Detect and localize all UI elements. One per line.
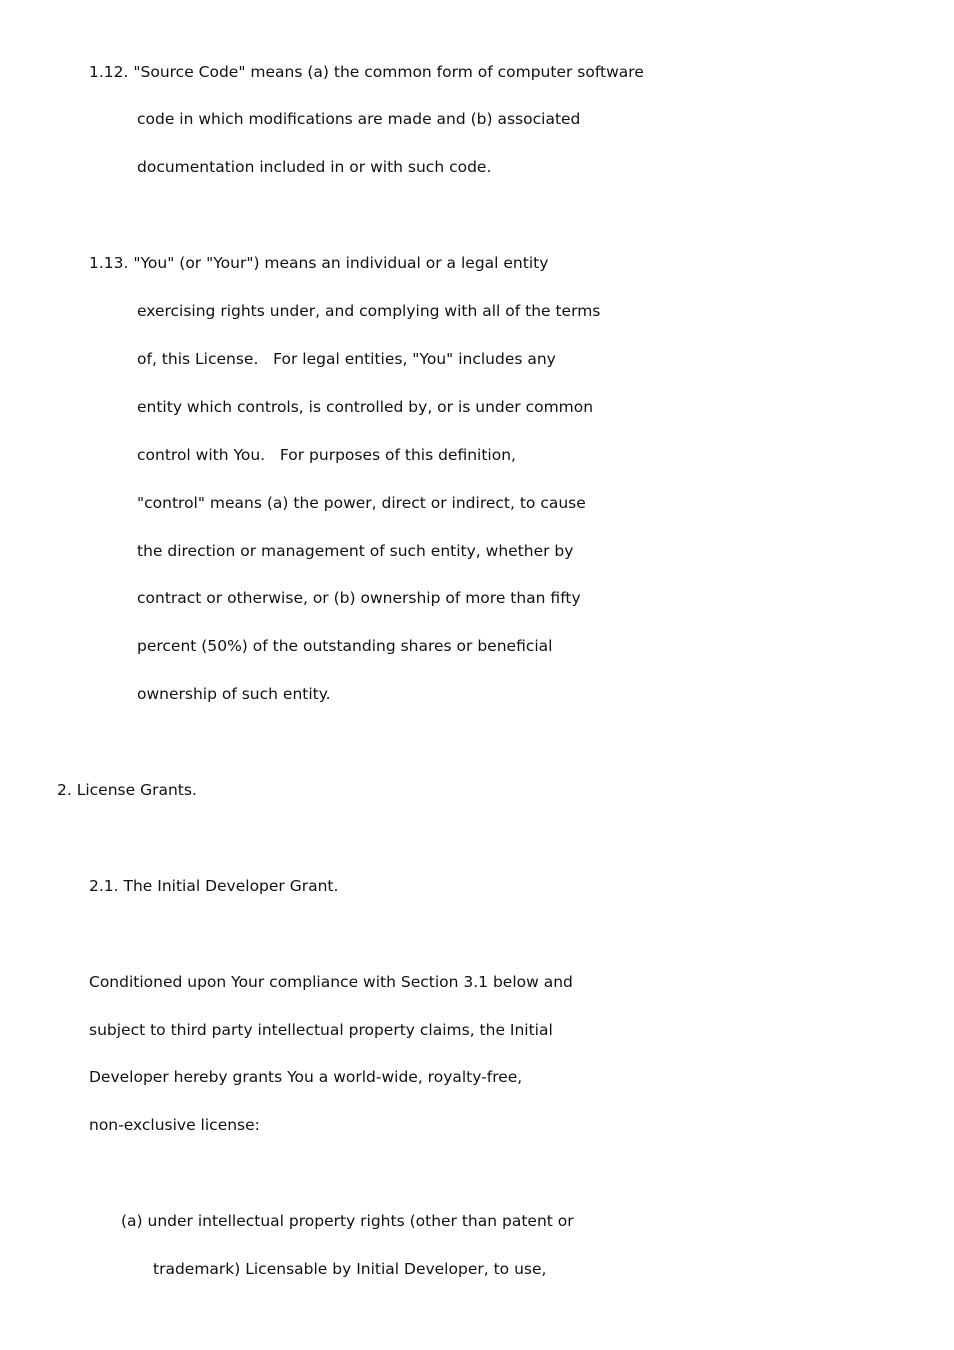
section-1-13-line-3: of, this License. For legal entities, "You" includes any	[137, 350, 556, 368]
section-1-13-line-8: contract or otherwise, or (b) ownership of more than fifty	[137, 589, 581, 607]
grant-paragraph-line-3: Developer hereby grants You a world-wide, royalty-free,	[89, 1068, 523, 1086]
section-1-13-line-2: exercising rights under, and complying with all of the terms	[137, 302, 601, 320]
grant-paragraph-line-4: non-exclusive license:	[89, 1116, 260, 1134]
section-1-13-line-7: the direction or management of such entity, whether by	[137, 542, 574, 560]
section-1-13-line-6: "control" means (a) the power, direct or indirect, to cause	[137, 494, 586, 512]
section-2-1-heading: 2.1. The Initial Developer Grant.	[89, 877, 339, 895]
clause-a-line-2: trademark) Licensable by Initial Developer, to use,	[153, 1260, 547, 1278]
section-1-12-line-1: 1.12. "Source Code" means (a) the common form of computer software	[89, 63, 644, 81]
grant-paragraph-line-1: Conditioned upon Your compliance with Section 3.1 below and	[89, 973, 573, 991]
section-1-12-line-3: documentation included in or with such code.	[137, 158, 492, 176]
section-1-13-line-1: 1.13. "You" (or "Your") means an individual or a legal entity	[89, 254, 549, 272]
section-1-13-line-10: ownership of such entity.	[137, 685, 331, 703]
section-1-12-line-2: code in which modifications are made and (b) associated	[137, 110, 581, 128]
section-1-13-line-5: control with You. For purposes of this definition,	[137, 446, 516, 464]
section-1-13-line-4: entity which controls, is controlled by, or is under common	[137, 398, 594, 416]
grant-paragraph-line-2: subject to third party intellectual property claims, the Initial	[89, 1021, 553, 1039]
section-2-heading: 2. License Grants.	[57, 781, 197, 799]
section-1-13-line-9: percent (50%) of the outstanding shares or beneficial	[137, 637, 553, 655]
clause-a-line-1: (a) under intellectual property rights (other than patent or	[121, 1212, 574, 1230]
